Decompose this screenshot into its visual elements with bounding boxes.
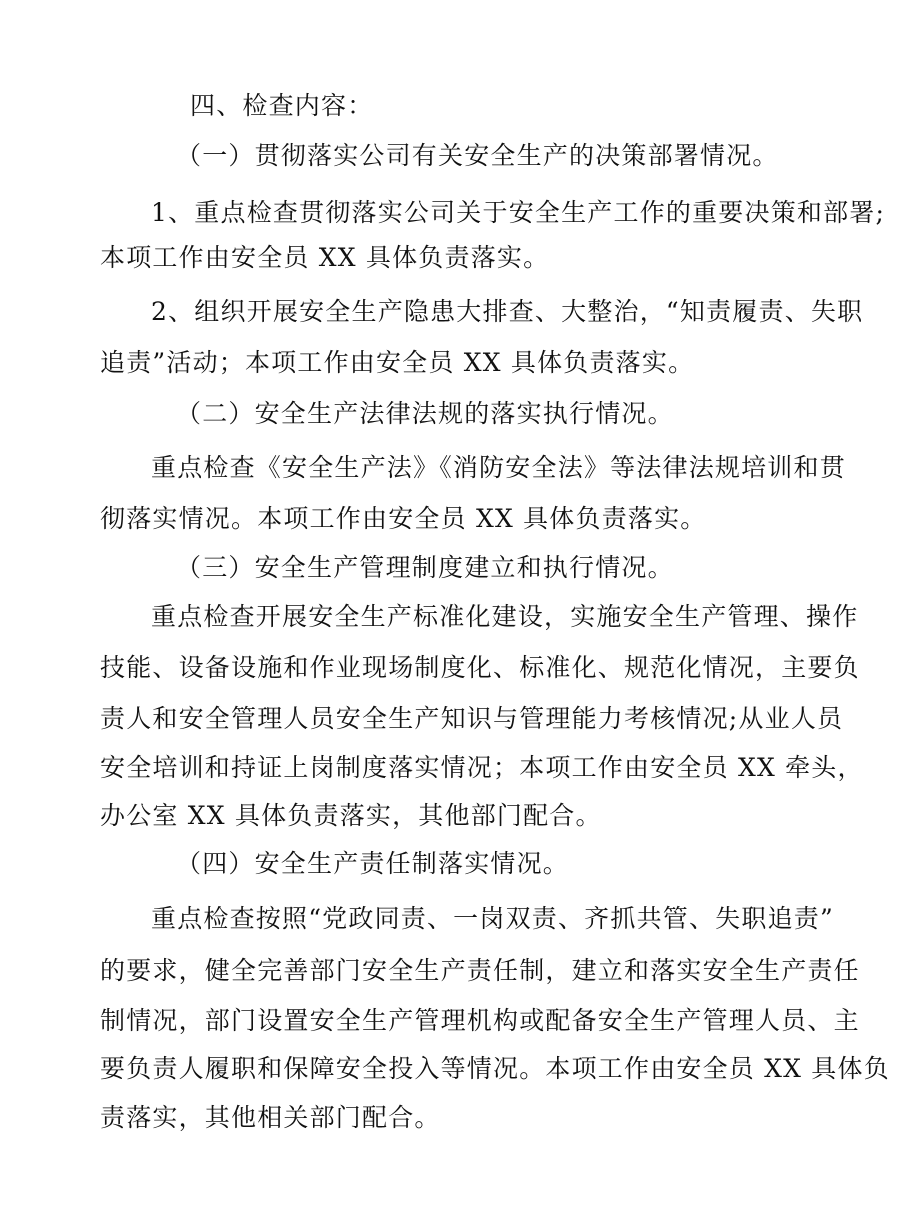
paragraph-line: 责人和安全管理人员安全生产知识与管理能力考核情况;从业人员 (100, 704, 844, 733)
paragraph-line: 彻落实情况。本项工作由安全员 XX 具体负责落实。 (100, 504, 707, 533)
paragraph-line: 的要求，健全完善部门安全生产责任制，建立和落实安全生产责任 (100, 956, 860, 985)
paragraph-line: 技能、设备设施和作业现场制度化、标准化、规范化情况，主要负 (100, 653, 860, 682)
paragraph-line: 重点检查《安全生产法》《消防安全法》等法律法规培训和贯 (151, 453, 846, 482)
paragraph-line: 追责”活动；本项工作由安全员 XX 具体负责落实。 (100, 348, 695, 377)
paragraph-line: 安全培训和持证上岗制度落实情况；本项工作由安全员 XX 牵头， (100, 753, 864, 782)
paragraph-line: 本项工作由安全员 XX 具体负责落实。 (100, 243, 550, 272)
paragraph-line: 重点检查按照“党政同责、一岗双责、齐抓共管、失职追责” (151, 904, 834, 933)
subsection-heading-3: （三）安全生产管理制度建立和执行情况。 (176, 553, 674, 582)
subsection-heading-2: （二）安全生产法律法规的落实执行情况。 (176, 399, 674, 428)
paragraph-line: 责落实，其他相关部门配合。 (100, 1103, 441, 1132)
paragraph-line: 2、组织开展安全生产隐患大排查、大整治，“知责履责、失职 (151, 297, 864, 326)
paragraph-line: 制情况，部门设置安全生产管理机构或配备安全生产管理人员、主 (100, 1006, 860, 1035)
subsection-heading-4: （四）安全生产责任制落实情况。 (176, 849, 570, 878)
subsection-heading-1: （一）贯彻落实公司有关安全生产的决策部署情况。 (176, 141, 779, 170)
section-heading: 四、检查内容： (190, 91, 374, 120)
paragraph-line: 办公室 XX 具体负责落实，其他部门配合。 (100, 801, 602, 830)
paragraph-line: 重点检查开展安全生产标准化建设，实施安全生产管理、操作 (151, 602, 859, 631)
paragraph-line: 要负责人履职和保障安全投入等情况。本项工作由安全员 XX 具体负 (100, 1054, 890, 1083)
paragraph-line: 1、重点检查贯彻落实公司关于安全生产工作的重要决策和部署; (151, 198, 886, 227)
